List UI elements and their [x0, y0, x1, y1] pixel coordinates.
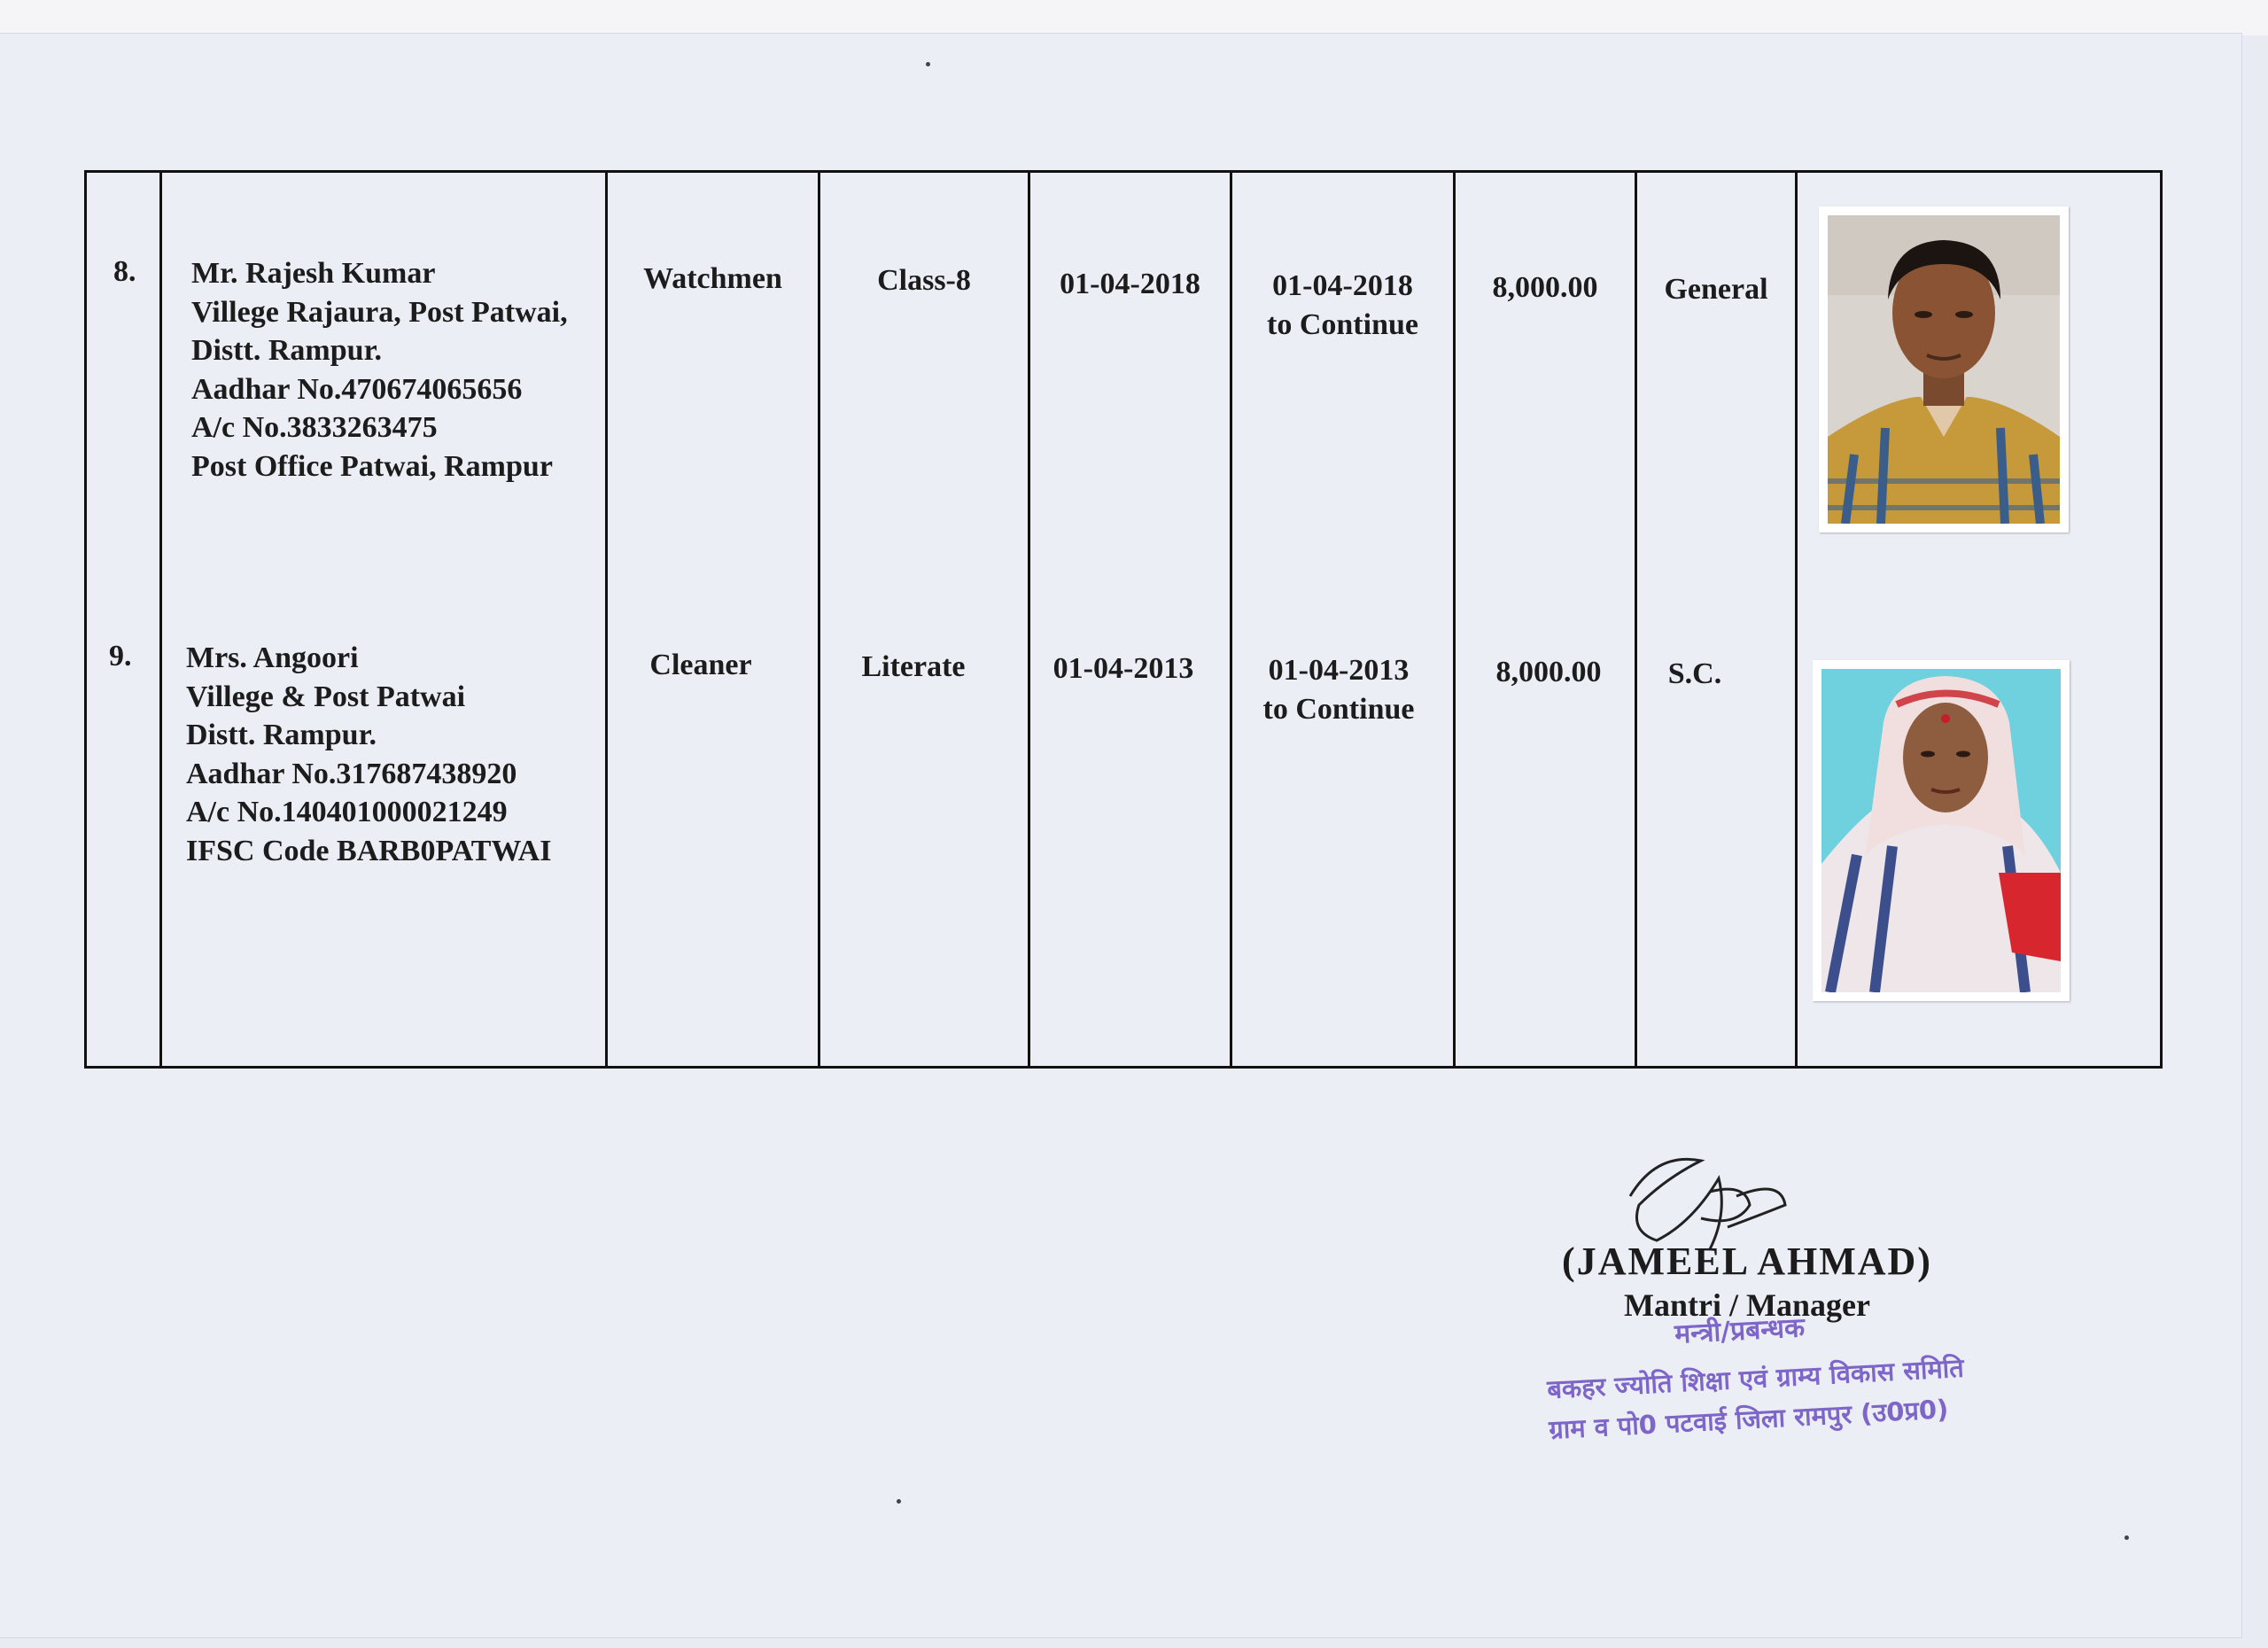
- employee-ifsc: IFSC Code BARB0PATWAI: [186, 834, 552, 867]
- employee-post: Cleaner: [649, 649, 752, 681]
- joining-date: 01-04-2013: [1052, 652, 1194, 685]
- employee-aadhar: Aadhar No.317687438920: [186, 757, 517, 790]
- service-period: [1232, 651, 1445, 729]
- employee-name: Mrs. Angoori: [186, 641, 359, 674]
- employee-bank: Post Office Patwai, Rampur: [191, 449, 553, 483]
- employee-post: Watchmen: [643, 262, 782, 295]
- category: S.C.: [1667, 657, 1722, 690]
- stamp-organisation: बकहर ज्योति शिक्षा एवं ग्राम्य विकास समिति: [1546, 1352, 1965, 1405]
- stamp-designation: मन्त्री/प्रबन्धक: [1674, 1312, 1806, 1350]
- scan-speck: [926, 62, 930, 66]
- period-to: to Continue: [1262, 693, 1415, 726]
- employee-qualification: Class-8: [877, 264, 971, 297]
- serial-number: 8.: [113, 255, 136, 288]
- employee-account: A/c No.3833263475: [191, 411, 438, 444]
- employee-district: Distt. Rampur.: [186, 719, 377, 751]
- staff-record-table: [84, 170, 2163, 1069]
- stamp-address: ग्राम व पो0 पटवाई जिला रामपुर (उ0प्र0): [1548, 1394, 1950, 1445]
- portrait-photo-man: [1819, 206, 2069, 532]
- column-divider: [818, 173, 820, 1066]
- column-divider: [1795, 173, 1798, 1066]
- column-divider: [1028, 173, 1030, 1066]
- salary: 8,000.00: [1492, 271, 1598, 304]
- employee-details: [186, 639, 551, 870]
- period-from: 01-04-2013: [1268, 654, 1410, 687]
- serial-number: 9.: [109, 640, 132, 672]
- employee-qualification: Literate: [861, 650, 966, 683]
- signatory-designation: Mantri / Manager: [1624, 1287, 1870, 1323]
- employee-address: Villege Rajaura, Post Patwai,: [191, 295, 568, 329]
- scan-speck: [2124, 1535, 2129, 1540]
- employee-address: Villege & Post Patwai: [186, 680, 466, 713]
- portrait-photo-woman: [1813, 660, 2070, 1001]
- category: General: [1664, 273, 1768, 306]
- salary: 8,000.00: [1495, 656, 1602, 688]
- joining-date: 01-04-2018: [1060, 268, 1200, 300]
- employee-district: Distt. Rampur.: [191, 334, 383, 367]
- employee-account: A/c No.140401000021249: [186, 796, 508, 828]
- period-to: to Continue: [1267, 308, 1418, 341]
- employee-details: [191, 254, 568, 486]
- service-period: [1232, 267, 1453, 345]
- signatory-name: (JAMEEL AHMAD): [1562, 1240, 1932, 1283]
- column-divider: [159, 173, 162, 1066]
- scan-top-strip: [0, 0, 2268, 35]
- employee-aadhar: Aadhar No.470674065656: [191, 372, 523, 406]
- column-divider: [605, 173, 608, 1066]
- period-from: 01-04-2018: [1272, 269, 1413, 302]
- employee-name: Mr. Rajesh Kumar: [191, 257, 436, 290]
- scan-speck: [897, 1499, 901, 1504]
- signature-block: [1506, 1143, 2002, 1462]
